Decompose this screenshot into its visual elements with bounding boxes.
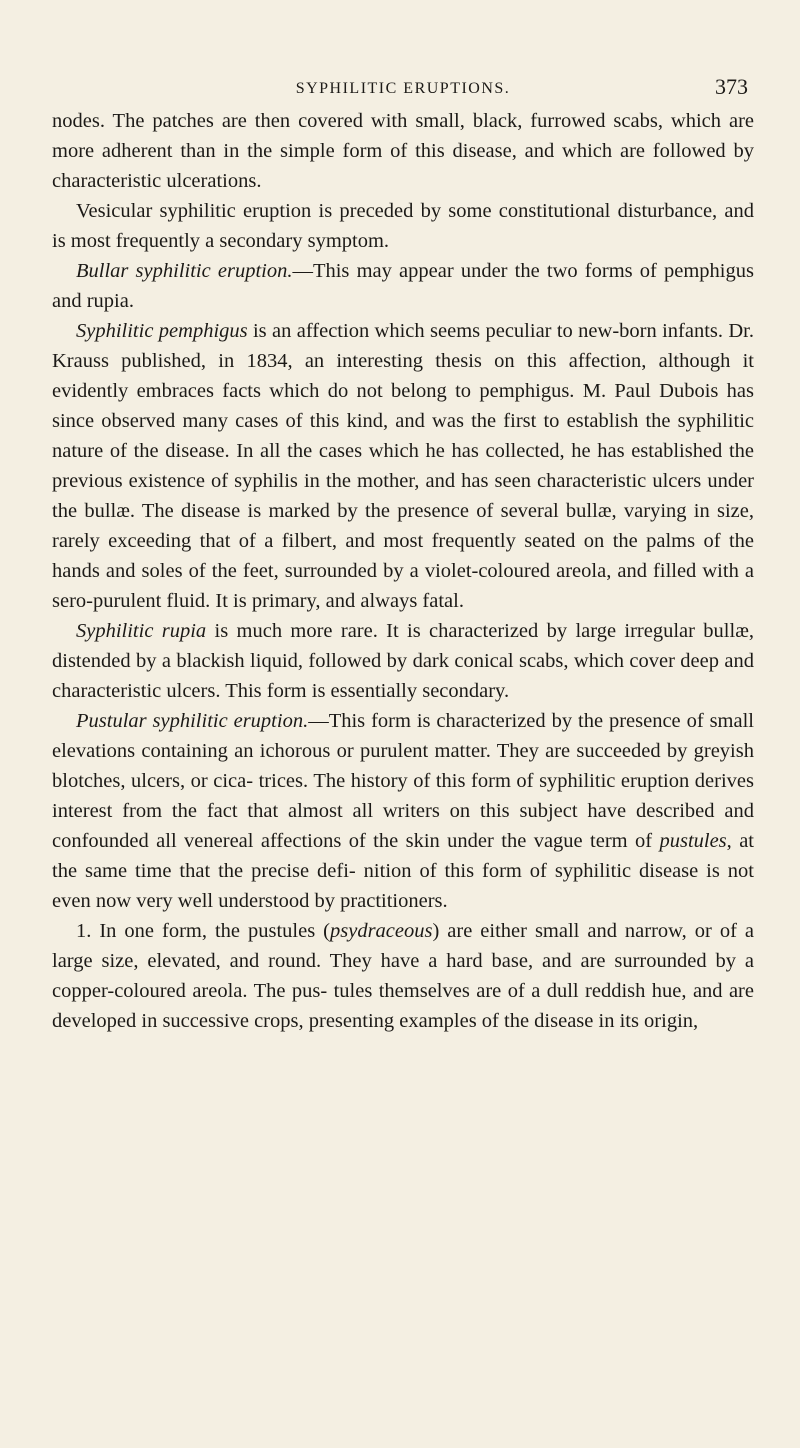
italic-heading: Syphilitic pemphigus (76, 320, 248, 342)
italic-heading: Pustular syphilitic eruption. (76, 710, 309, 732)
text-run: , at the same time that the precise defi- nition of this form of syphilitic disease is not even now very well understood by practitioners. (52, 830, 754, 912)
italic-term: psydraceous (330, 920, 433, 942)
page-number: 373 (715, 74, 748, 99)
paragraph (52, 196, 754, 256)
text-run: is much more rare. It is characterized by large irregular bullæ, distended by a blackish liquid, followed by dark conical scabs, which cover deep and characteristic ulcers. This form is essentially secondary. (52, 620, 754, 702)
text-run: nodes. The patches are then covered with small, black, furrowed scabs, which are more adherent than in the simple form of this disease, and which are followed by characteristic ulcerations. (52, 110, 754, 192)
paragraph (52, 256, 754, 316)
paragraph (52, 316, 754, 616)
body-text (52, 106, 754, 1036)
page-header (52, 0, 754, 106)
paragraph (52, 706, 754, 916)
paragraph (52, 106, 754, 196)
text-run: —This form is characterized by the presence of small elevations containing an ichorous or purulent matter. They are succeeded by greyish blotches, ulcers, or cica- trices. The history of this form of syphilitic eruption derives interest from the fact that almost all writers on this subject have described and confounded all venereal affections of the skin under the vague term of (52, 710, 754, 852)
text-run: —This may appear under the two forms of pemphigus and rupia. (52, 260, 754, 312)
text-run: Vesicular syphilitic eruption is preceded by some constitutional disturbance, and is most frequently a secondary symptom. (52, 200, 754, 252)
paragraph (52, 916, 754, 1036)
text-run: is an affection which seems peculiar to new-born infants. Dr. Krauss published, in 1834, an interesting thesis on this affection, although it evidently embraces facts which do not belong to pemphigus. M. Paul Dubois has since observed many cases of this kind, and was the first to establish the syphilitic nature of the disease. In all the cases which he has collected, he has established the previous existence of syphilis in the mother, and has seen characteristic ulcers under the bullæ. The disease is marked by the presence of several bullæ, varying in size, rarely exceeding that of a filbert, and most frequently seated on the palms of the hands and soles of the feet, surrounded by a violet-coloured areola, and filled with a sero-purulent fluid. It is primary, and always fatal. (52, 320, 754, 612)
running-head: SYPHILITIC ERUPTIONS. (295, 80, 511, 97)
paragraph (52, 616, 754, 706)
text-run: 1. In one form, the pustules ( (76, 920, 330, 942)
text-run: ) are either small and narrow, or of a large size, elevated, and round. They have a hard base, and are surrounded by a copper-coloured areola. The pus- tules themselves are of a dull reddish hue, and are developed in successive crops, presenting examples of the disease in its origin, (52, 920, 754, 1032)
italic-term: pustules (659, 830, 727, 852)
italic-heading: Syphilitic rupia (76, 620, 207, 642)
italic-heading: Bullar syphilitic eruption. (76, 260, 293, 282)
